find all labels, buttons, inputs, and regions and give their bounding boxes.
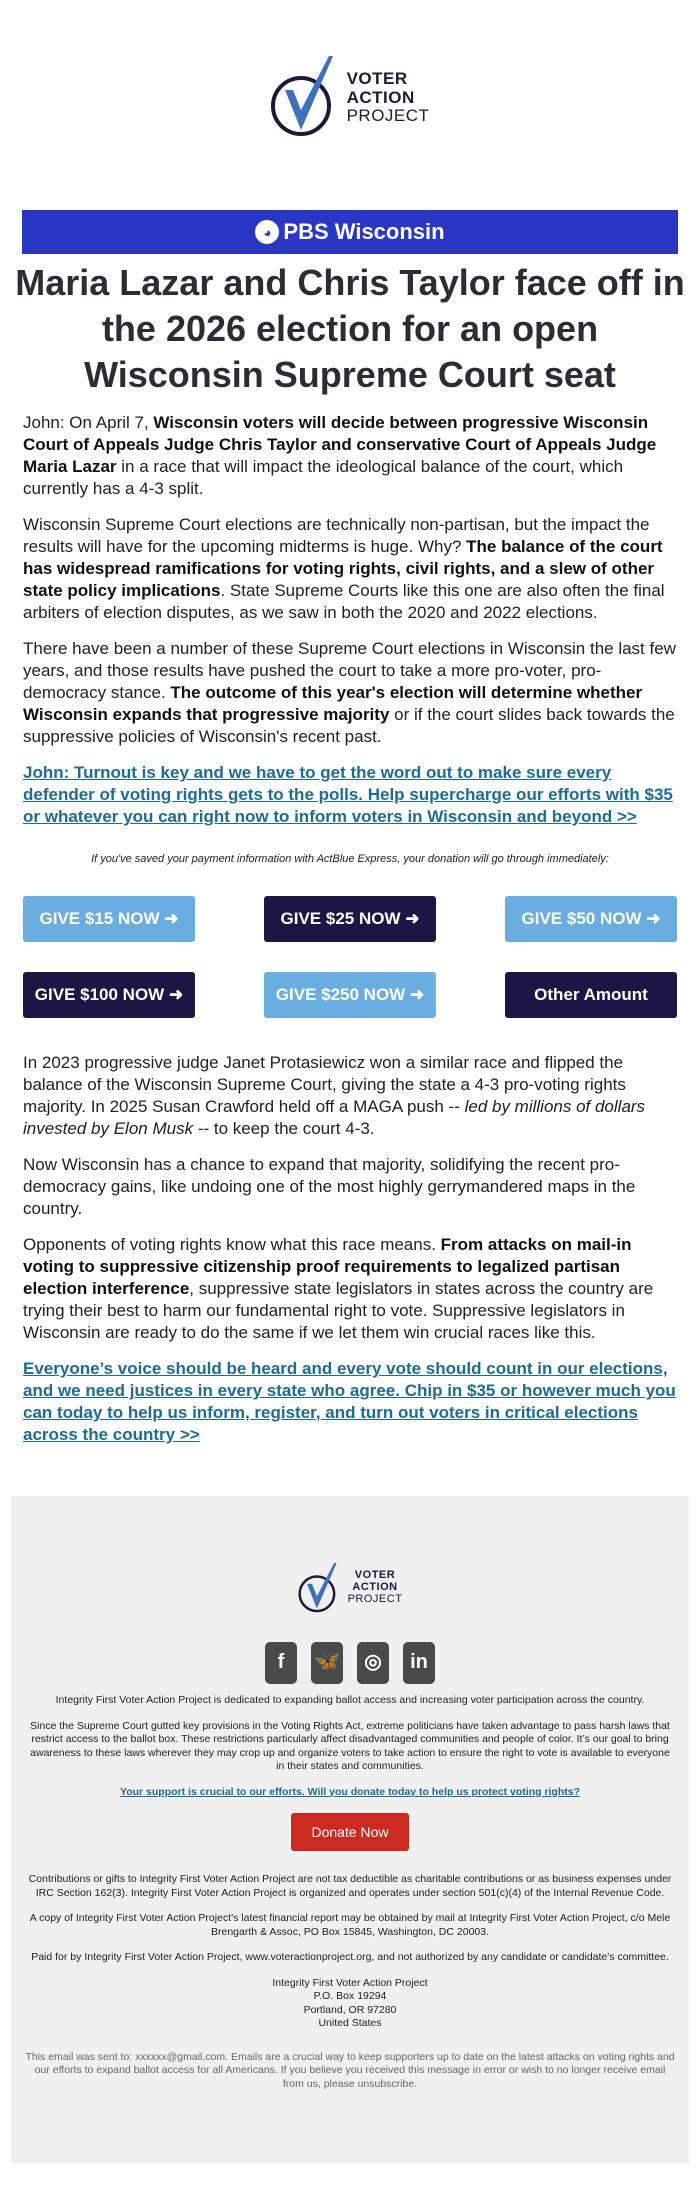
paragraph: Now Wisconsin has a chance to expand that majority, solidifying the recent pro-democracy gains, like undoing one of the most highly gerrymandered maps in the country.	[23, 1155, 636, 1218]
paragraph: Wisconsin Supreme Court elections are technically non-partisan, but the impact the results will have for the upcoming midterms is huge. Why? The balance of the court has widespread ramifications for voting rights, civil rights, and a slew of other state policy implications. State Supreme Courts like this one are also often the final arbiters of election disputes, as we saw in both the 2020 and 2022 elections.	[23, 515, 665, 622]
donation-buttons-row-1	[23, 896, 677, 942]
mailing-address: Integrity First Voter Action Project P.O. Box 19294 Portland, OR 97280 United States	[272, 1976, 428, 2029]
donation-buttons-row-2	[23, 972, 677, 1018]
about-text: Since the Supreme Court gutted key provisions in the Voting Rights Act, extreme politicians have taken advantage to pass harsh laws that restrict access to the ballot box. These restrictions particularly affect disadvantaged communities and people of color. It’s our goal to bring awareness to these laws wherever they may crop up and organize voters to take action to ensure the right to vote is available to everyone in their states and communities.	[30, 1719, 670, 1772]
donate-cta-link[interactable]: John: Turnout is key and we have to get the word out to make sure every defender of voting rights gets to the polls. Help supercharge our efforts with $35 or whatever you can right now to inform voters in Wisconsin and beyond >>	[23, 763, 673, 826]
sent-to-text: This email was sent to: xxxxxx@gmail.com. Emails are a crucial way to keep supporters up to date on the latest attacks on voting rights and our efforts to expand ballot access for all Americans. If you believe you received this message in error or wish to no longer receive email from us, please unsubscribe.	[25, 2050, 675, 2090]
logo-line1: VOTER	[354, 1568, 396, 1581]
give-25-button[interactable]: GIVE $25 NOW ➜	[264, 896, 436, 942]
paragraph: John: On April 7, Wisconsin voters will decide between progressive Wisconsin Court of Appeals Judge Chris Taylor and conservative Court of Appeals Judge Maria Lazar in a race that will impact the ideological balance of the court, which currently has a 4-3 split.	[23, 413, 657, 498]
logo-line2: ACTION	[346, 87, 415, 107]
give-15-button[interactable]: GIVE $15 NOW ➜	[23, 896, 195, 942]
linkedin-icon[interactable]: in	[403, 1642, 435, 1684]
mission-text: Integrity First Voter Action Project is dedicated to expanding ballot access and increasing voter participation across the country.	[55, 1694, 645, 1706]
pbs-wisconsin-banner	[22, 210, 678, 254]
tax-disclaimer: Contributions or gifts to Integrity First Voter Action Project are not tax deductible as charitable contributions or as business expenses under IRC Section 162(3). Integrity First Voter Action Project is organized and operates under section 501(c)(4) of the Internal Revenue Code.	[28, 1873, 672, 1899]
chip-in-cta-link[interactable]: Everyone’s voice should be heard and every vote should count in our elections, and we need justices in every state who agree. Chip in $35 or however much you can today to help us inform, register, and turn out voters in critical elections across the country >>	[23, 1359, 676, 1444]
checkmark-logo-icon	[271, 48, 341, 142]
bluesky-icon[interactable]: 🦋	[311, 1642, 343, 1684]
body-text	[23, 1052, 678, 1446]
facebook-icon[interactable]: f	[265, 1642, 297, 1684]
checkmark-logo-icon	[298, 1558, 342, 1616]
give-50-button[interactable]: GIVE $50 NOW ➜	[505, 896, 677, 942]
footer	[11, 1496, 689, 2163]
headline: Maria Lazar and Chris Taylor face off in the 2026 election for an open Wisconsin Supreme Court seat	[15, 262, 685, 395]
logo-line2: ACTION	[352, 1580, 398, 1593]
banner-label: PBS Wisconsin	[283, 219, 445, 244]
paid-for-text: Paid for by Integrity First Voter Action Project, www.voteractionproject.org, and not authorized by any candidate or candidate's committee.	[31, 1951, 669, 1963]
give-100-button[interactable]: GIVE $100 NOW ➜	[23, 972, 195, 1018]
other-amount-button[interactable]: Other Amount	[505, 972, 677, 1018]
pbs-logo-icon: ◕	[255, 220, 279, 244]
support-link[interactable]: Your support is crucial to our efforts. Will you donate today to help us protect voting rights?	[120, 1785, 580, 1798]
logo-line3: PROJECT	[347, 1593, 403, 1606]
give-250-button[interactable]: GIVE $250 NOW ➜	[264, 972, 436, 1018]
financial-report-text: A copy of Integrity First Voter Action Project's latest financial report may be obtained by mail at Integrity First Voter Action Project, c/o Mele Brengarth & Assoc, PO Box 15845, Washington, DC 20003.	[29, 1912, 671, 1938]
social-links	[25, 1642, 675, 1684]
voter-action-project-logo	[0, 0, 700, 210]
paragraph: Opponents of voting rights know what this race means. From attacks on mail-in voting to suppressive citizenship proof requirements to legalized partisan election interference, suppressive state legislators in states across the country are trying their best to harm our fundamental right to vote. Suppressive legislators in Wisconsin are ready to do the same if we let them win crucial races like this.	[23, 1235, 654, 1342]
actblue-note: If you've saved your payment information with ActBlue Express, your donation will go through immediately:	[91, 853, 609, 865]
footer-logo	[25, 1558, 675, 1616]
donate-now-button[interactable]: Donate Now	[291, 1813, 408, 1851]
logo-line1: VOTER	[346, 69, 408, 88]
intro-text	[23, 412, 678, 828]
paragraph: There have been a number of these Supreme Court elections in Wisconsin the last few years, and those results have pushed the court to take a more pro-voter, pro-democracy stance. The outcome of this year's election will determine whether Wisconsin expands that progressive majority or if the court slides back towards the suppressive policies of Wisconsin's recent past.	[23, 639, 676, 746]
paragraph: In 2023 progressive judge Janet Protasiewicz won a similar race and flipped the balance of the Wisconsin Supreme Court, giving the state a 4-3 pro-voting rights majority. In 2025 Susan Crawford held off a MAGA push -- led by millions of dollars invested by Elon Musk -- to keep the court 4-3.	[23, 1053, 646, 1138]
instagram-icon[interactable]: ◎	[357, 1642, 389, 1684]
logo-line3: PROJECT	[346, 106, 430, 126]
